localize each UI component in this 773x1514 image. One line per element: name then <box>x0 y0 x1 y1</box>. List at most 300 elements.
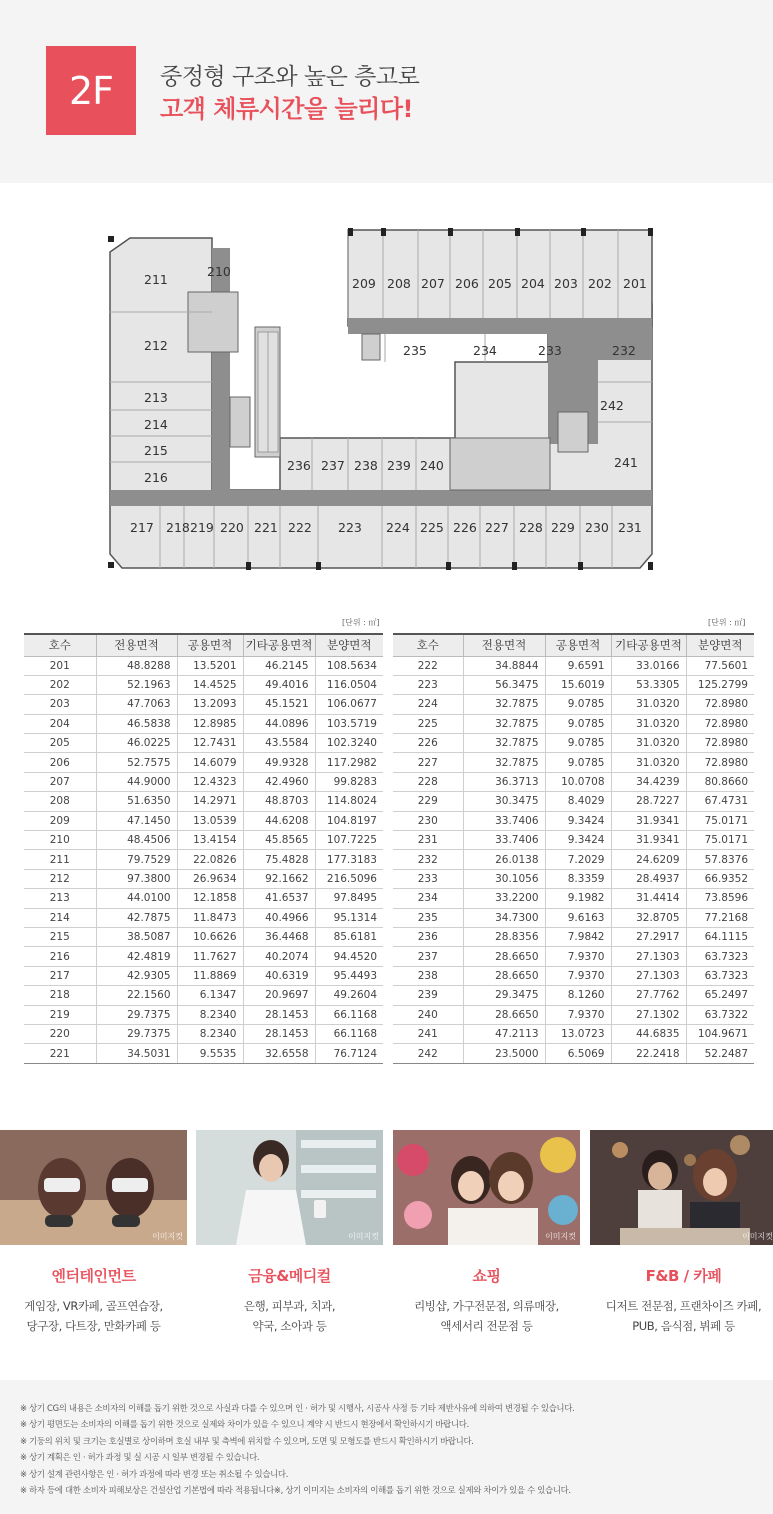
unit-number-cell: 216 <box>24 947 96 966</box>
area-value-cell: 77.2168 <box>686 908 754 927</box>
area-value-cell: 33.7406 <box>463 811 545 830</box>
area-value-cell: 28.4937 <box>611 869 686 888</box>
area-value-cell: 75.0171 <box>686 831 754 850</box>
table-row <box>24 675 383 694</box>
area-value-cell: 52.1963 <box>96 675 177 694</box>
area-value-cell: 102.3240 <box>315 734 383 753</box>
area-value-cell: 114.8024 <box>315 792 383 811</box>
area-value-cell: 22.0826 <box>177 850 243 869</box>
area-value-cell: 103.5719 <box>315 714 383 733</box>
col-header: 분양면적 <box>686 634 754 656</box>
area-value-cell: 11.8869 <box>177 966 243 985</box>
unit-number-cell: 235 <box>393 908 463 927</box>
area-value-cell: 26.9634 <box>177 869 243 888</box>
area-value-cell: 66.1168 <box>315 1024 383 1043</box>
area-value-cell: 31.0320 <box>611 753 686 772</box>
area-value-cell: 34.7300 <box>463 908 545 927</box>
area-value-cell: 116.0504 <box>315 675 383 694</box>
table-row <box>24 734 383 753</box>
area-value-cell: 28.1453 <box>243 1005 315 1024</box>
unit-number-cell: 236 <box>393 927 463 946</box>
area-value-cell: 32.6558 <box>243 1044 315 1063</box>
disclaimer-line: ※ 상기 CG의 내용은 소비자의 이해를 돕기 위한 것으로 사실과 다를 수 있으며 인 · 허가 및 시행사, 시공사 사정 등 기타 제반사유에 의하여 변경될 수 있습니다. <box>20 1403 575 1413</box>
headline-line-1: 중정형 구조와 높은 층고로 <box>160 64 420 90</box>
area-value-cell: 9.6591 <box>545 656 611 675</box>
category-desc <box>393 1296 580 1336</box>
table-row <box>393 714 754 733</box>
table-row <box>393 831 754 850</box>
unit-number-cell: 214 <box>24 908 96 927</box>
area-value-cell: 95.1314 <box>315 908 383 927</box>
category-fnb-cafe <box>590 1130 773 1336</box>
area-value-cell: 46.5838 <box>96 714 177 733</box>
disclaimer-line: ※ 상기 평면도는 소비자의 이해를 돕기 위한 것으로 실제와 차이가 있을 수 있으니 계약 시 반드시 현장에서 확인하시기 바랍니다. <box>20 1419 469 1430</box>
unit-label: 234 <box>473 343 497 358</box>
category-title: 금융&메디컬 <box>248 1267 331 1285</box>
unit-label: 237 <box>321 458 345 473</box>
area-value-cell: 80.8660 <box>686 772 754 791</box>
category-image <box>590 1130 773 1245</box>
area-value-cell: 34.4239 <box>611 772 686 791</box>
area-value-cell: 104.9671 <box>686 1024 754 1043</box>
area-value-cell: 12.7431 <box>177 734 243 753</box>
area-value-cell: 51.6350 <box>96 792 177 811</box>
area-value-cell: 45.8565 <box>243 831 315 850</box>
category-desc-line: PUB, 음식점, 뷔페 등 <box>632 1319 735 1333</box>
area-value-cell: 65.2497 <box>686 986 754 1005</box>
area-value-cell: 63.7323 <box>686 966 754 985</box>
area-value-cell: 36.3713 <box>463 772 545 791</box>
unit-number-cell: 205 <box>24 734 96 753</box>
unit-number-cell: 220 <box>24 1024 96 1043</box>
area-value-cell: 31.9341 <box>611 811 686 830</box>
area-value-cell: 44.6208 <box>243 811 315 830</box>
unit-number-cell: 230 <box>393 811 463 830</box>
unit-number-cell: 233 <box>393 869 463 888</box>
table-row <box>24 753 383 772</box>
category-desc-line: 게임장, VR카페, 골프연습장, <box>24 1299 163 1313</box>
area-value-cell: 31.4414 <box>611 889 686 908</box>
area-value-cell: 46.2145 <box>243 656 315 675</box>
cafe-photo-icon <box>590 1130 773 1245</box>
unit-label: 209 <box>352 276 376 291</box>
unit-label: 225 <box>420 520 444 535</box>
col-header: 전용면적 <box>96 634 177 656</box>
unit-number-cell: 224 <box>393 695 463 714</box>
area-value-cell: 28.7227 <box>611 792 686 811</box>
floor-badge: 2F <box>46 46 136 135</box>
unit-label: 226 <box>453 520 477 535</box>
area-value-cell: 79.7529 <box>96 850 177 869</box>
unit-number-cell: 208 <box>24 792 96 811</box>
col-header: 전용면적 <box>463 634 545 656</box>
table-row <box>393 927 754 946</box>
unit-number-cell: 201 <box>24 656 96 675</box>
unit-number-cell: 215 <box>24 927 96 946</box>
disclaimer-line: ※ 하자 등에 대한 소비자 피해보상은 건설산업 기본법에 따라 적용됩니다※, 상기 이미지는 소비자의 이해를 돕기 위한 것으로 실제와 차이가 있을 수 있습니다. <box>20 1485 571 1496</box>
col-header: 기타공용면적 <box>611 634 686 656</box>
area-table-left-wrap <box>24 633 383 1064</box>
area-value-cell: 8.4029 <box>545 792 611 811</box>
col-header: 공용면적 <box>177 634 243 656</box>
area-value-cell: 67.4731 <box>686 792 754 811</box>
area-value-cell: 27.1303 <box>611 947 686 966</box>
table-row <box>393 675 754 694</box>
area-value-cell: 28.8356 <box>463 927 545 946</box>
area-value-cell: 33.7406 <box>463 831 545 850</box>
unit-label: 232 <box>612 343 636 358</box>
area-value-cell: 22.1560 <box>96 986 177 1005</box>
area-value-cell: 216.5096 <box>315 869 383 888</box>
area-value-cell: 6.5069 <box>545 1044 611 1063</box>
area-value-cell: 64.1115 <box>686 927 754 946</box>
table-row <box>24 1005 383 1024</box>
area-value-cell: 32.7875 <box>463 753 545 772</box>
unit-label: 223 <box>338 520 362 535</box>
area-value-cell: 34.8844 <box>463 656 545 675</box>
unit-label: 203 <box>554 276 578 291</box>
table-row <box>393 656 754 675</box>
unit-number-cell: 240 <box>393 1005 463 1024</box>
unit-label: 222 <box>288 520 312 535</box>
unit-label: 213 <box>144 390 168 405</box>
area-value-cell: 66.9352 <box>686 869 754 888</box>
area-value-cell: 32.7875 <box>463 734 545 753</box>
unit-label: 242 <box>600 398 624 413</box>
area-value-cell: 40.6319 <box>243 966 315 985</box>
area-value-cell: 12.4323 <box>177 772 243 791</box>
area-value-cell: 57.8376 <box>686 850 754 869</box>
area-value-cell: 108.5634 <box>315 656 383 675</box>
unit-label: 217 <box>130 520 154 535</box>
area-value-cell: 29.7375 <box>96 1024 177 1043</box>
table-row <box>393 947 754 966</box>
area-value-cell: 30.3475 <box>463 792 545 811</box>
unit-number-cell: 212 <box>24 869 96 888</box>
area-value-cell: 52.2487 <box>686 1044 754 1063</box>
area-value-cell: 9.6163 <box>545 908 611 927</box>
page-header <box>0 0 773 183</box>
area-value-cell: 75.0171 <box>686 811 754 830</box>
unit-label: 202 <box>588 276 612 291</box>
category-title: F&B / 카페 <box>645 1267 722 1285</box>
unit-label: 227 <box>485 520 509 535</box>
unit-label: 205 <box>488 276 512 291</box>
floor-plan-drawing <box>100 222 662 574</box>
area-value-cell: 106.0677 <box>315 695 383 714</box>
area-value-cell: 34.5031 <box>96 1044 177 1063</box>
image-cut-label: 이미지컷 <box>545 1232 576 1241</box>
unit-number-cell: 227 <box>393 753 463 772</box>
disclaimer-line: ※ 기둥의 위치 및 크기는 호실별로 상이하며 호실 내부 및 측벽에 위치할 수 있으며, 도면 및 모형도를 반드시 확인하시기 바랍니다. <box>20 1435 474 1446</box>
area-value-cell: 99.8283 <box>315 772 383 791</box>
unit-number-cell: 232 <box>393 850 463 869</box>
area-value-cell: 48.8288 <box>96 656 177 675</box>
area-value-cell: 125.2799 <box>686 675 754 694</box>
area-value-cell: 28.6650 <box>463 1005 545 1024</box>
area-value-cell: 29.7375 <box>96 1005 177 1024</box>
unit-label: 214 <box>144 417 168 432</box>
area-value-cell: 44.0100 <box>96 889 177 908</box>
area-value-cell: 53.3305 <box>611 675 686 694</box>
category-image <box>393 1130 580 1245</box>
area-value-cell: 9.5535 <box>177 1044 243 1063</box>
headline-line-2: 고객 체류시간을 늘리다! <box>160 95 413 123</box>
category-finance-medical <box>196 1130 383 1336</box>
unit-number-cell: 218 <box>24 986 96 1005</box>
area-value-cell: 97.8495 <box>315 889 383 908</box>
table-row <box>24 695 383 714</box>
area-value-cell: 14.2971 <box>177 792 243 811</box>
table-row <box>24 869 383 888</box>
area-value-cell: 72.8980 <box>686 714 754 733</box>
unit-label: 233 <box>538 343 562 358</box>
area-value-cell: 7.9370 <box>545 947 611 966</box>
area-value-cell: 32.7875 <box>463 695 545 714</box>
area-value-cell: 42.7875 <box>96 908 177 927</box>
unit-number-cell: 237 <box>393 947 463 966</box>
table-row <box>393 792 754 811</box>
unit-label: 221 <box>254 520 278 535</box>
area-value-cell: 22.2418 <box>611 1044 686 1063</box>
table-row <box>24 986 383 1005</box>
area-value-cell: 45.1521 <box>243 695 315 714</box>
table-row <box>393 889 754 908</box>
area-value-cell: 73.8596 <box>686 889 754 908</box>
area-value-cell: 92.1662 <box>243 869 315 888</box>
table-row <box>393 1044 754 1063</box>
area-value-cell: 47.2113 <box>463 1024 545 1043</box>
area-value-cell: 75.4828 <box>243 850 315 869</box>
area-value-cell: 66.1168 <box>315 1005 383 1024</box>
floor-plan <box>100 222 662 574</box>
area-value-cell: 42.4960 <box>243 772 315 791</box>
unit-number-cell: 222 <box>393 656 463 675</box>
unit-number-cell: 207 <box>24 772 96 791</box>
unit-label: 212 <box>144 338 168 353</box>
category-desc-line: 약국, 소아과 등 <box>252 1319 327 1333</box>
unit-number-cell: 229 <box>393 792 463 811</box>
area-value-cell: 42.4819 <box>96 947 177 966</box>
area-value-cell: 28.6650 <box>463 966 545 985</box>
unit-number-cell: 203 <box>24 695 96 714</box>
unit-label: 235 <box>403 343 427 358</box>
area-value-cell: 46.0225 <box>96 734 177 753</box>
category-desc-line: 액세서리 전문점 등 <box>440 1319 533 1333</box>
table-row <box>24 811 383 830</box>
area-value-cell: 9.3424 <box>545 831 611 850</box>
unit-label: 206 <box>455 276 479 291</box>
unit-label: 211 <box>144 272 168 287</box>
unit-number-cell: 225 <box>393 714 463 733</box>
area-value-cell: 7.2029 <box>545 850 611 869</box>
area-value-cell: 49.2604 <box>315 986 383 1005</box>
unit-number-cell: 242 <box>393 1044 463 1063</box>
image-cut-label: 이미지컷 <box>152 1232 183 1241</box>
area-value-cell: 33.2200 <box>463 889 545 908</box>
unit-label: 229 <box>551 520 575 535</box>
area-value-cell: 44.9000 <box>96 772 177 791</box>
unit-number-cell: 206 <box>24 753 96 772</box>
area-value-cell: 94.4520 <box>315 947 383 966</box>
area-value-cell: 47.1450 <box>96 811 177 830</box>
shopping-photo-icon <box>393 1130 580 1245</box>
area-value-cell: 10.0708 <box>545 772 611 791</box>
area-value-cell: 7.9842 <box>545 927 611 946</box>
area-value-cell: 56.3475 <box>463 675 545 694</box>
category-image <box>0 1130 187 1245</box>
area-value-cell: 48.8703 <box>243 792 315 811</box>
area-value-cell: 44.0896 <box>243 714 315 733</box>
area-value-cell: 63.7322 <box>686 1005 754 1024</box>
area-value-cell: 72.8980 <box>686 695 754 714</box>
area-value-cell: 7.9370 <box>545 1005 611 1024</box>
table-row <box>24 714 383 733</box>
table-row <box>393 811 754 830</box>
unit-number-cell: 210 <box>24 831 96 850</box>
unit-number-cell: 211 <box>24 850 96 869</box>
area-value-cell: 9.0785 <box>545 714 611 733</box>
unit-label: 224 <box>386 520 410 535</box>
disclaimer-footer <box>0 1380 773 1514</box>
area-value-cell: 44.6835 <box>611 1024 686 1043</box>
area-value-cell: 13.0539 <box>177 811 243 830</box>
area-value-cell: 40.4966 <box>243 908 315 927</box>
unit-label: 204 <box>521 276 545 291</box>
image-cut-label: 이미지컷 <box>742 1232 773 1241</box>
area-value-cell: 27.1303 <box>611 966 686 985</box>
area-value-cell: 32.7875 <box>463 714 545 733</box>
table-row <box>24 889 383 908</box>
table-row <box>24 772 383 791</box>
area-value-cell: 14.6079 <box>177 753 243 772</box>
area-value-cell: 11.7627 <box>177 947 243 966</box>
unit-number-cell: 217 <box>24 966 96 985</box>
unit-number-cell: 241 <box>393 1024 463 1043</box>
table-row <box>393 734 754 753</box>
area-value-cell: 27.7762 <box>611 986 686 1005</box>
entertainment-photo-icon <box>0 1130 187 1245</box>
area-value-cell: 13.4154 <box>177 831 243 850</box>
unit-number-cell: 231 <box>393 831 463 850</box>
table-row <box>24 966 383 985</box>
unit-number-cell: 204 <box>24 714 96 733</box>
area-value-cell: 31.0320 <box>611 695 686 714</box>
unit-label: 207 <box>421 276 445 291</box>
table-row <box>24 927 383 946</box>
table-row <box>24 908 383 927</box>
area-value-cell: 28.1453 <box>243 1024 315 1043</box>
area-value-cell: 29.3475 <box>463 986 545 1005</box>
area-value-cell: 41.6537 <box>243 889 315 908</box>
area-value-cell: 20.9697 <box>243 986 315 1005</box>
unit-number-cell: 221 <box>24 1044 96 1063</box>
area-value-cell: 28.6650 <box>463 947 545 966</box>
table-row <box>24 1024 383 1043</box>
col-header: 공용면적 <box>545 634 611 656</box>
category-desc-line: 당구장, 다트장, 만화카페 등 <box>26 1319 161 1333</box>
unit-label: 208 <box>387 276 411 291</box>
area-value-cell: 104.8197 <box>315 811 383 830</box>
unit-number-cell: 202 <box>24 675 96 694</box>
category-desc <box>196 1296 383 1336</box>
area-value-cell: 9.0785 <box>545 695 611 714</box>
unit-label: 238 <box>354 458 378 473</box>
area-value-cell: 26.0138 <box>463 850 545 869</box>
area-value-cell: 27.2917 <box>611 927 686 946</box>
table-row <box>393 908 754 927</box>
area-value-cell: 14.4525 <box>177 675 243 694</box>
area-value-cell: 13.2093 <box>177 695 243 714</box>
category-desc-line: 은행, 피부과, 치과, <box>243 1299 336 1313</box>
unit-label: 218 <box>166 520 190 535</box>
area-value-cell: 12.1858 <box>177 889 243 908</box>
unit-number-cell: 234 <box>393 889 463 908</box>
table-row <box>393 986 754 1005</box>
unit-number-cell: 239 <box>393 986 463 1005</box>
area-value-cell: 31.0320 <box>611 714 686 733</box>
area-value-cell: 76.7124 <box>315 1044 383 1063</box>
unit-label: 240 <box>420 458 444 473</box>
col-header: 호수 <box>24 634 96 656</box>
table-row <box>393 966 754 985</box>
area-value-cell: 63.7323 <box>686 947 754 966</box>
table-row <box>24 831 383 850</box>
area-value-cell: 8.3359 <box>545 869 611 888</box>
area-value-cell: 77.5601 <box>686 656 754 675</box>
area-value-cell: 8.2340 <box>177 1005 243 1024</box>
area-value-cell: 9.0785 <box>545 734 611 753</box>
area-table-right-wrap <box>393 633 754 1064</box>
area-value-cell: 9.0785 <box>545 753 611 772</box>
area-value-cell: 30.1056 <box>463 869 545 888</box>
area-value-cell: 32.8705 <box>611 908 686 927</box>
area-value-cell: 52.7575 <box>96 753 177 772</box>
area-value-cell: 15.6019 <box>545 675 611 694</box>
area-value-cell: 11.8473 <box>177 908 243 927</box>
col-header: 호수 <box>393 634 463 656</box>
unit-label: 236 <box>287 458 311 473</box>
area-value-cell: 9.1982 <box>545 889 611 908</box>
unit-number-cell: 213 <box>24 889 96 908</box>
category-image <box>196 1130 383 1245</box>
category-desc-line: 디저트 전문점, 프랜차이즈 카페, <box>605 1299 762 1313</box>
unit-note-right: [단위 : ㎡] <box>708 618 746 627</box>
table-row <box>24 947 383 966</box>
area-value-cell: 23.5000 <box>463 1044 545 1063</box>
area-value-cell: 13.0723 <box>545 1024 611 1043</box>
area-value-cell: 6.1347 <box>177 986 243 1005</box>
unit-label: 216 <box>144 470 168 485</box>
unit-label: 201 <box>623 276 647 291</box>
area-value-cell: 95.4493 <box>315 966 383 985</box>
area-value-cell: 27.1302 <box>611 1005 686 1024</box>
disclaimer-line: ※ 상기 설계 관련사항은 인 · 허가 과정에 따라 변경 또는 취소될 수 있습니다. <box>20 1468 289 1479</box>
area-value-cell: 42.9305 <box>96 966 177 985</box>
unit-label: 220 <box>220 520 244 535</box>
category-title: 엔터테인먼트 <box>51 1267 136 1285</box>
category-title: 쇼핑 <box>472 1267 501 1285</box>
unit-label: 210 <box>207 264 231 279</box>
unit-number-cell: 228 <box>393 772 463 791</box>
area-value-cell: 85.6181 <box>315 927 383 946</box>
unit-label: 219 <box>190 520 214 535</box>
area-table-right <box>393 633 754 1064</box>
area-value-cell: 48.4506 <box>96 831 177 850</box>
area-value-cell: 36.4468 <box>243 927 315 946</box>
unit-label: 215 <box>144 443 168 458</box>
table-row <box>24 850 383 869</box>
